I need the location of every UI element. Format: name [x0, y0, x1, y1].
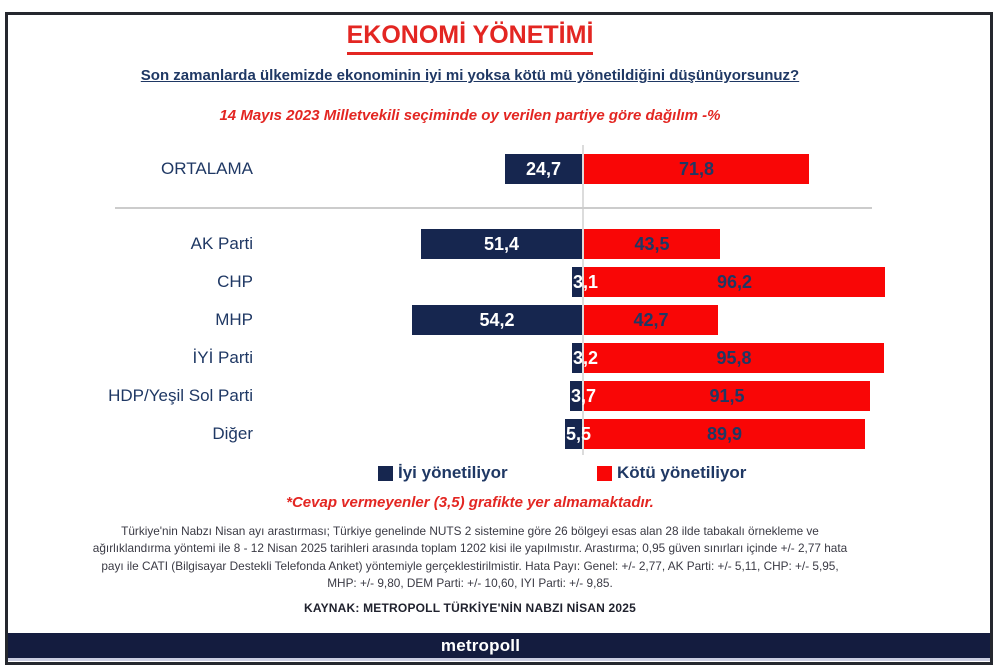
bar-kotu-yonetiliyor — [584, 305, 718, 335]
value-label-iyi: 5,5 — [566, 424, 592, 444]
chart-row-hdp-ye-il-sol-parti — [0, 381, 1000, 411]
survey-question: Son zamanlarda ülkemizde ekonominin iyi mi yoksa kötü mü yönetildiğini düşünüyorsunuz? — [140, 67, 800, 84]
source-line: KAYNAK: METROPOLL TÜRKİYE'NİN NABZI NİSAN 2025 — [303, 601, 637, 615]
bar-kotu-yonetiliyor — [584, 419, 865, 449]
methodology-line: payı ile CATI (Bilgisayar Destekli Telefonda Anket) yöntemiyle gerçeklestirilmistir. Hata Payı: Genel: +/- 2,77, AK Parti: +/- 5,11, CHP: +/- 5,95, — [101, 558, 839, 573]
bar-kotu-yonetiliyor — [584, 343, 884, 373]
category-label: Diğer — [212, 424, 253, 443]
chart-row-ortalama — [0, 154, 1000, 184]
value-label-kotu: 91,5 — [709, 386, 745, 406]
bar-kotu-yonetiliyor — [584, 229, 720, 259]
legend-label-kotu: Kötü yönetiliyor — [617, 463, 747, 482]
value-label-kotu: 96,2 — [716, 272, 753, 292]
average-divider-line — [115, 207, 872, 209]
bar-iyi-yonetiliyor — [505, 154, 582, 184]
chart-row-chp — [0, 267, 1000, 297]
value-label-kotu: 43,5 — [634, 234, 670, 254]
brand-footer-bar — [8, 633, 990, 658]
category-label: HDP/Yeşil Sol Parti — [108, 386, 253, 405]
chart-row-ak-parti — [0, 229, 1000, 259]
bar-iyi-yonetiliyor — [412, 305, 582, 335]
non-response-note: *Cevap vermeyenler (3,5) grafikte yer almamaktadır. — [286, 494, 654, 511]
bar-kotu-yonetiliyor — [584, 154, 809, 184]
chart-row-i-yi-parti — [0, 343, 1000, 373]
category-label: AK Parti — [190, 234, 253, 253]
legend-swatch-iyi — [378, 466, 393, 481]
value-label-kotu: 71,8 — [678, 159, 715, 179]
legend-swatch-kotu — [597, 466, 612, 481]
value-label-iyi: 24,7 — [525, 159, 562, 179]
value-label-iyi: 3,7 — [571, 386, 597, 406]
legend-label-iyi: İyi yönetiliyor — [398, 463, 508, 482]
value-label-kotu: 89,9 — [706, 424, 743, 444]
bar-kotu-yonetiliyor — [584, 267, 885, 297]
value-label-iyi: 3,1 — [573, 272, 599, 292]
bar-kotu-yonetiliyor — [584, 381, 870, 411]
category-label: CHP — [217, 272, 253, 291]
methodology-line: Türkiye'nin Nabzı Nisan ayı arastırması; Türkiye genelinde NUTS 2 sistemine göre 26 bölgeyi esas alan 28 ilde tabakalı örnekleme ve — [121, 524, 819, 538]
brand-logo-text: metropoll — [440, 636, 521, 655]
page-title: EKONOMİ YÖNETİMİ — [5, 21, 935, 55]
methodology-line: ağırlıklandırma yöntemi ile 8 - 12 Nisan 2025 tarihleri arasında toplam 1202 kisi ile yapılmıstır. Arastırma; 0,95 güven sınırları içinde +/- 2,77 hata — [92, 541, 848, 556]
note-wrap — [5, 494, 935, 511]
value-label-iyi: 54,2 — [479, 310, 515, 330]
methodology-text — [50, 523, 890, 593]
value-label-kotu: 42,7 — [633, 310, 669, 330]
breakdown-subtitle: 14 Mayıs 2023 Milletvekili seçiminde oy verilen partiye göre dağılım -% — [219, 107, 721, 124]
chart-row-di-er — [0, 419, 1000, 449]
methodology-line: MHP: +/- 9,80, DEM Parti: +/- 10,60, IYI Parti: +/- 9,85. — [327, 576, 613, 591]
chart-row-mhp — [0, 305, 1000, 335]
category-label: MHP — [215, 310, 253, 329]
category-label: ORTALAMA — [161, 159, 253, 178]
bar-iyi-yonetiliyor — [421, 229, 582, 259]
value-label-iyi: 3,2 — [573, 348, 599, 368]
value-label-iyi: 51,4 — [483, 234, 520, 254]
value-label-kotu: 95,8 — [716, 348, 752, 368]
category-label: İYİ Parti — [192, 348, 253, 367]
brand-footer-strip — [8, 658, 990, 661]
source-wrap — [5, 601, 935, 615]
